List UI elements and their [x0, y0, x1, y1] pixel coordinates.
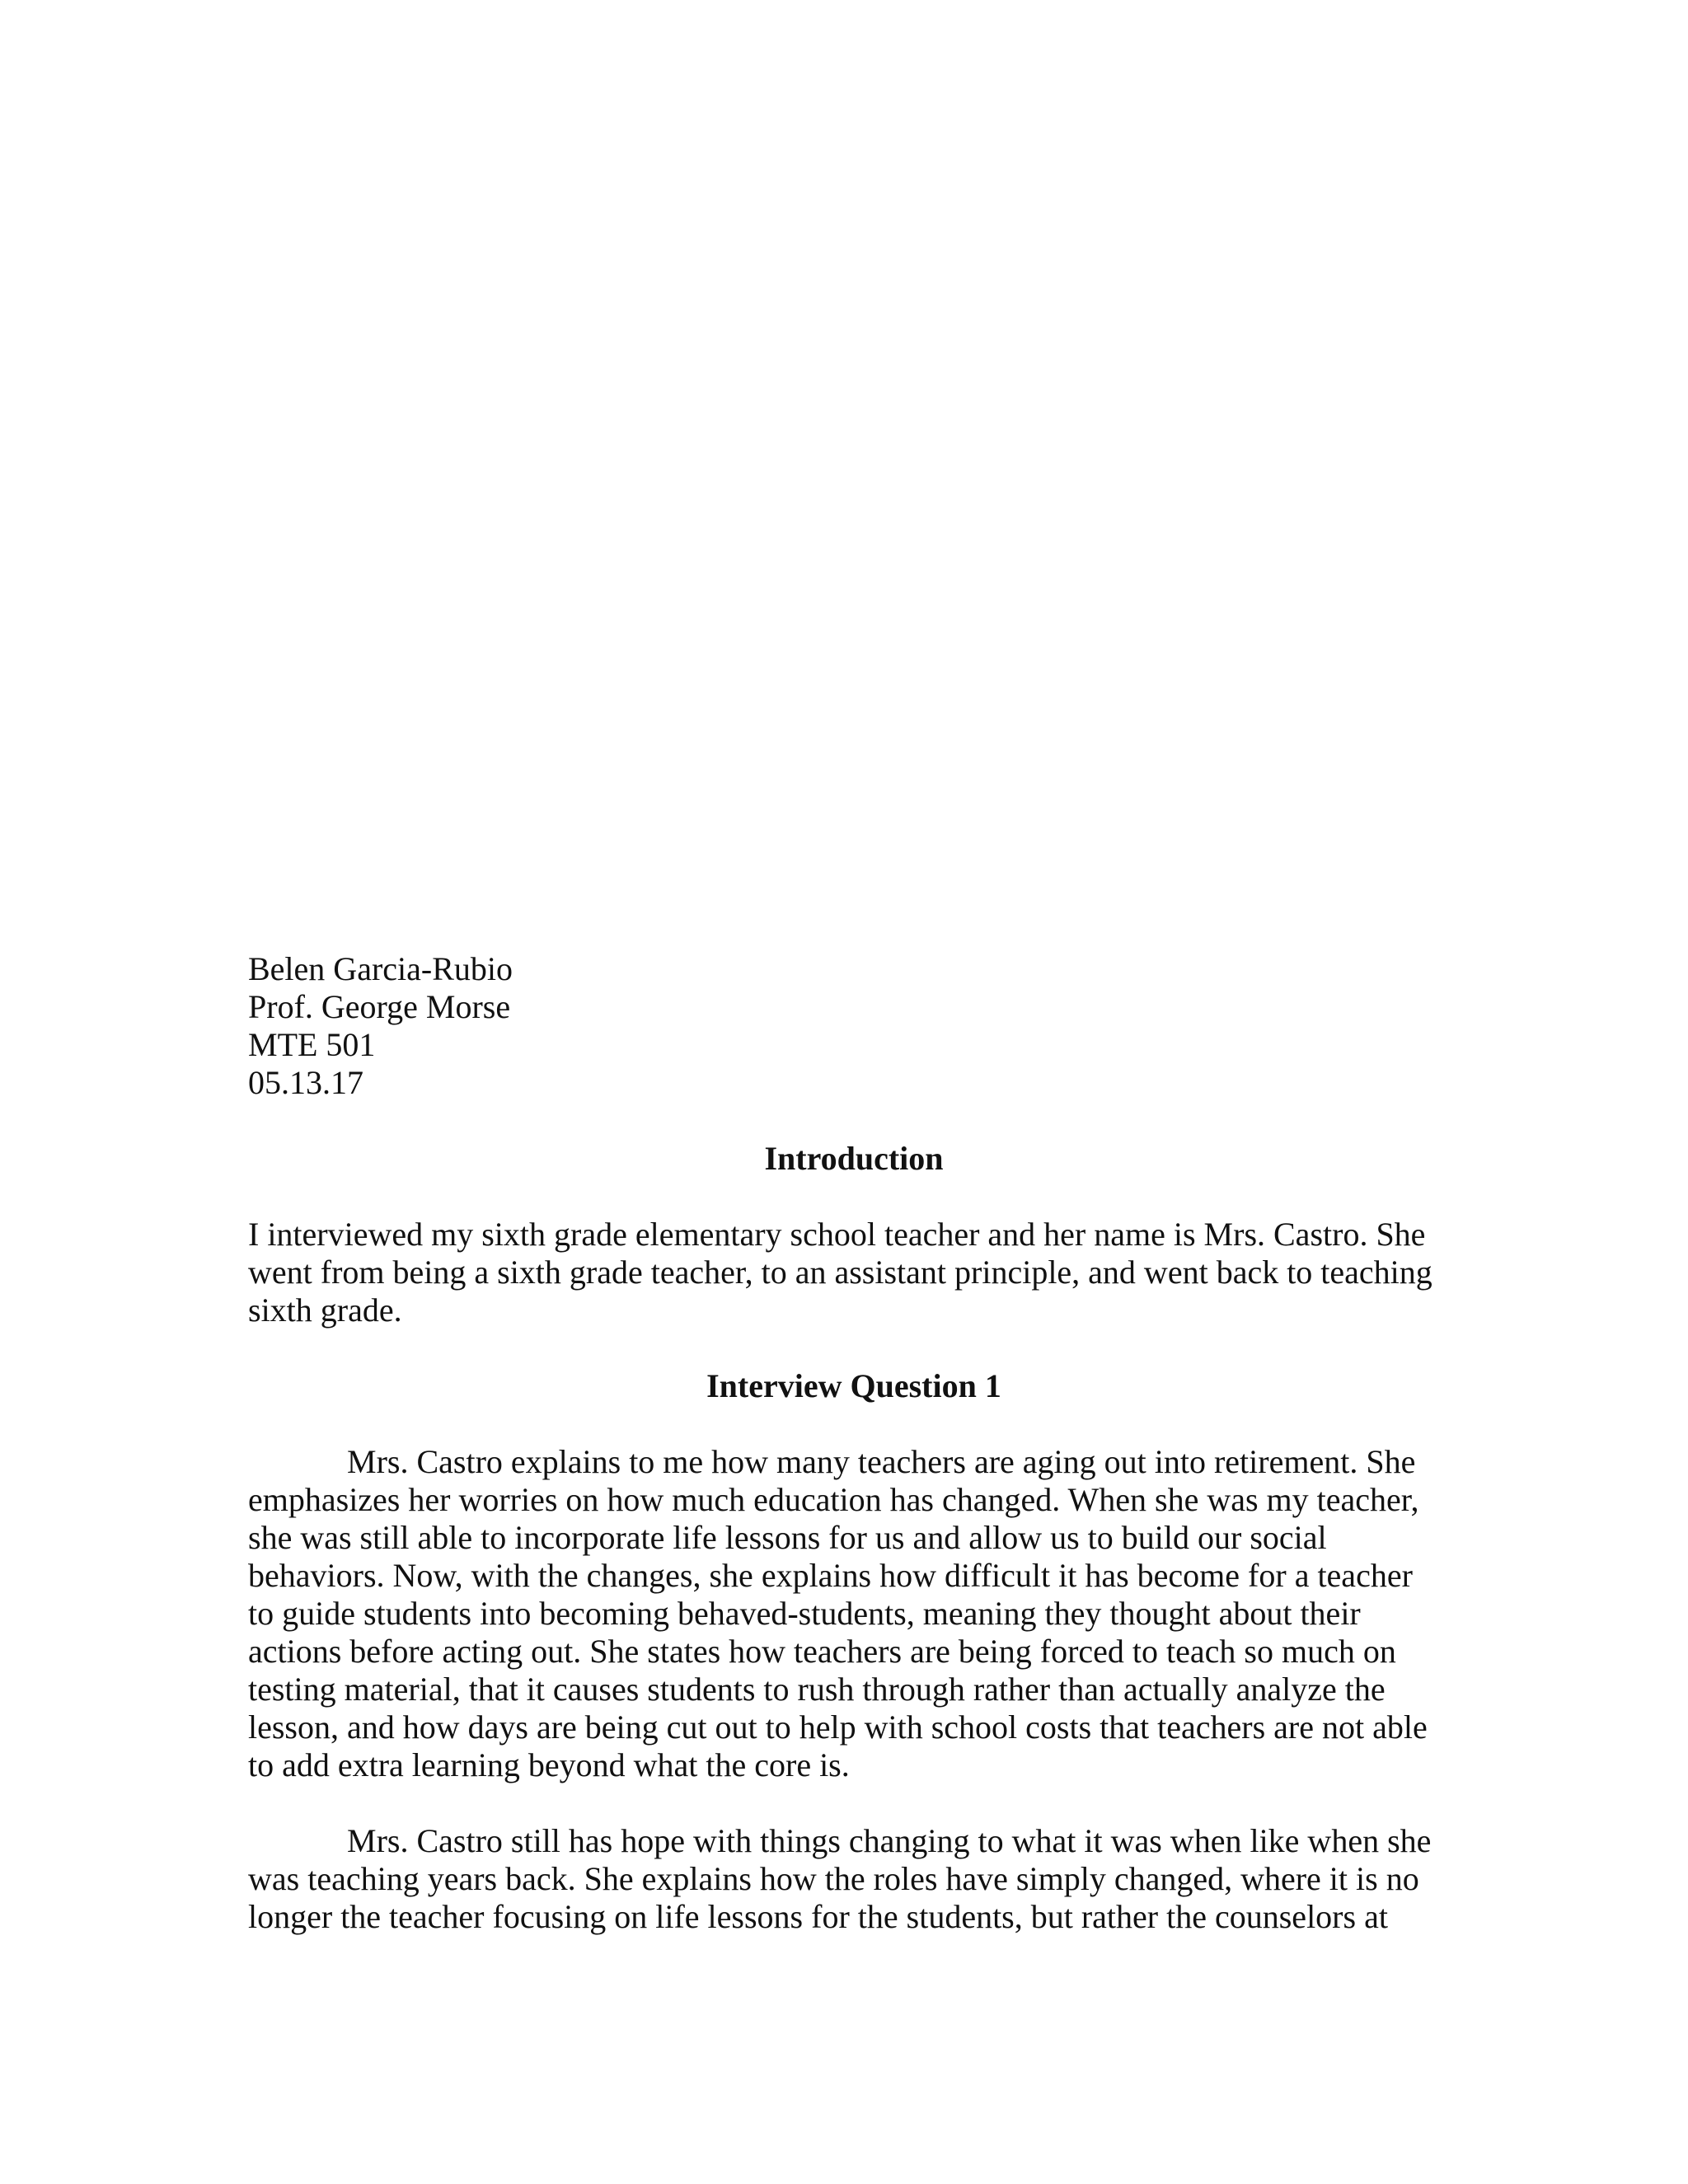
text-line: lesson, and how days are being cut out to help with school costs that teachers are not able [248, 1708, 1428, 1746]
text-line: longer the teacher focusing on life lessons for the students, but rather the counselors at [248, 1898, 1388, 1935]
text-line: Mrs. Castro still has hope with things changing to what it was when like when she [347, 1822, 1432, 1859]
introduction-paragraph [248, 1216, 1460, 1329]
text-line: I interviewed my sixth grade elementary school teacher and her name is Mrs. Castro. She [248, 1216, 1426, 1253]
question1-paragraph-1 [248, 1443, 1460, 1784]
document-body [248, 950, 1460, 1936]
professor-name: Prof. George Morse [248, 988, 511, 1025]
text-line: actions before acting out. She states how teachers are being forced to teach so much on [248, 1633, 1396, 1670]
text-line: Mrs. Castro explains to me how many teachers are aging out into retirement. She [347, 1443, 1416, 1480]
text-line: testing material, that it causes students to rush through rather than actually analyze the [248, 1671, 1386, 1708]
introduction-heading: Introduction [764, 1140, 944, 1177]
text-line: sixth grade. [248, 1291, 402, 1329]
text-line: went from being a sixth grade teacher, to an assistant principle, and went back to teaching [248, 1254, 1432, 1291]
author-header [248, 950, 1460, 1102]
text-line: was teaching years back. She explains how the roles have simply changed, where it is no [248, 1860, 1419, 1897]
interview-question-1-heading: Interview Question 1 [706, 1367, 1001, 1404]
text-line: to add extra learning beyond what the core is. [248, 1746, 850, 1783]
text-line: she was still able to incorporate life lessons for us and allow us to build our social [248, 1519, 1327, 1556]
text-line: emphasizes her worries on how much education has changed. When she was my teacher, [248, 1481, 1419, 1518]
question1-paragraph-2 [248, 1822, 1460, 1936]
course-code: MTE 501 [248, 1026, 376, 1063]
student-name: Belen Garcia-Rubio [248, 950, 513, 987]
date: 05.13.17 [248, 1064, 363, 1101]
text-line: to guide students into becoming behaved-students, meaning they thought about their [248, 1595, 1361, 1632]
text-line: behaviors. Now, with the changes, she explains how difficult it has become for a teacher [248, 1557, 1413, 1594]
